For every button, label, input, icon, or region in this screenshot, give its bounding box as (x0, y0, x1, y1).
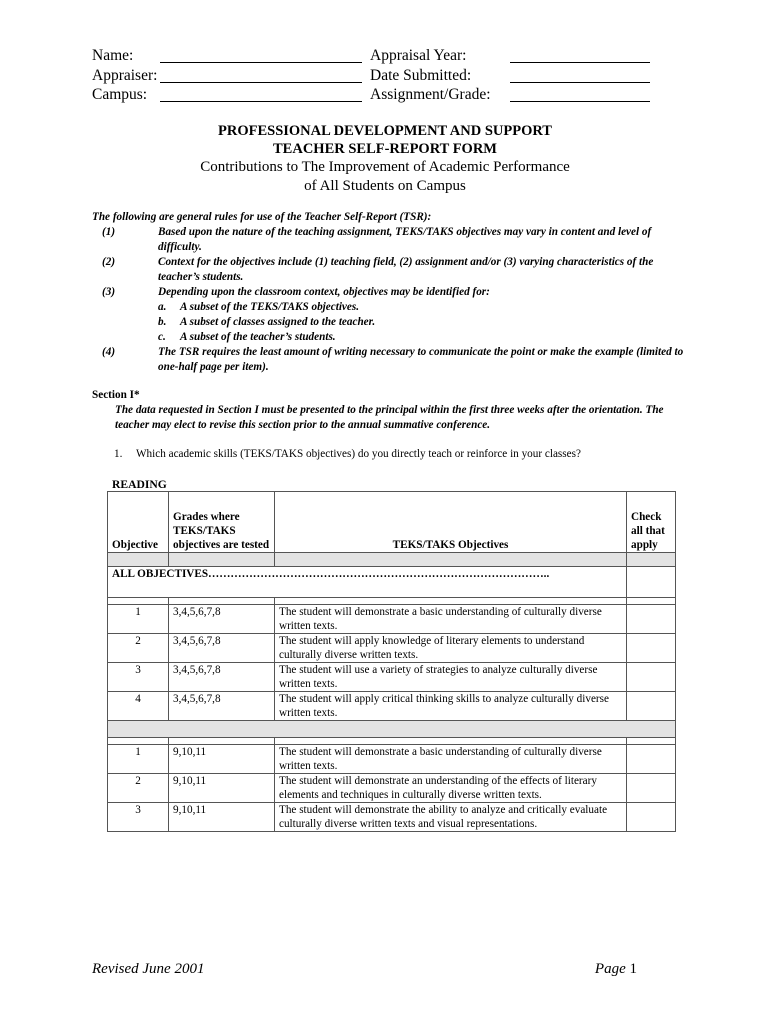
all-objectives-label: ALL OBJECTIVES……………………………………………………………………………….. (108, 567, 627, 598)
appraiser-label: Appraiser: (92, 66, 158, 84)
subject-heading: READING (112, 478, 167, 491)
page-footer (92, 961, 637, 978)
objective-number: 4 (108, 692, 169, 721)
rules-section (92, 210, 692, 375)
grades-tested: 3,4,5,6,7,8 (169, 663, 275, 692)
rule-3b (158, 315, 692, 330)
campus-label: Campus: (92, 86, 148, 103)
title-line-4: of All Students on Campus (304, 177, 466, 194)
rule-3-num: (3) (102, 286, 116, 298)
col-objective: Objective (108, 492, 169, 553)
check-cell[interactable] (627, 803, 676, 832)
rule-3a-letter: a. (158, 301, 167, 313)
rule-3a-text: A subset of the TEKS/TAKS objectives. (180, 301, 360, 313)
grades-tested: 9,10,11 (169, 774, 275, 803)
teks-table (107, 491, 676, 832)
shaded-divider (108, 721, 676, 738)
rule-1-num: (1) (102, 226, 116, 238)
grades-tested: 3,4,5,6,7,8 (169, 692, 275, 721)
rule-3a (158, 300, 692, 315)
rule-4-num: (4) (102, 346, 116, 358)
objective-number: 2 (108, 774, 169, 803)
header-fields (92, 46, 652, 105)
form-title (0, 122, 770, 195)
rule-3c-letter: c. (158, 331, 166, 343)
check-cell[interactable] (627, 663, 676, 692)
rule-1-text: Based upon the nature of the teaching assignment, TEKS/TAKS objectives may vary in content and level of difficulty. (158, 226, 652, 253)
check-cell[interactable] (627, 692, 676, 721)
objective-text: The student will demonstrate a basic understanding of culturally diverse written texts. (275, 745, 627, 774)
date-submitted-field[interactable] (510, 66, 650, 83)
campus-field[interactable] (160, 85, 362, 102)
objective-text: The student will demonstrate the ability to analyze and critically evaluate culturally diverse written texts and visual representations. (275, 803, 627, 832)
objective-number: 3 (108, 803, 169, 832)
table-row (108, 605, 676, 634)
section-label: Section I* (92, 389, 140, 401)
rule-4 (92, 345, 692, 375)
table-header-row (108, 492, 676, 553)
title-line-3: Contributions to The Improvement of Academic Performance (200, 159, 570, 175)
grades-tested: 9,10,11 (169, 745, 275, 774)
rule-2-text: Context for the objectives include (1) teaching field, (2) assignment and/or (3) varying characteristics of the teacher’s students. (158, 256, 654, 283)
col-grades: Grades where TEKS/TAKS objectives are tested (169, 492, 275, 553)
objective-text: The student will apply critical thinking skills to analyze culturally diverse written texts. (275, 692, 627, 721)
appraiser-field[interactable] (160, 66, 362, 83)
grades-tested: 3,4,5,6,7,8 (169, 605, 275, 634)
col-check: Check all that apply (627, 492, 676, 553)
table-row (108, 803, 676, 832)
page-number: Page 1 (594, 961, 637, 977)
table-row (108, 634, 676, 663)
rule-3c (158, 330, 692, 345)
objective-text: The student will apply knowledge of literary elements to understand culturally diverse written texts. (275, 634, 627, 663)
question-1 (114, 447, 581, 462)
rule-3b-letter: b. (158, 316, 167, 328)
title-line-1: PROFESSIONAL DEVELOPMENT AND SUPPORT (218, 123, 552, 139)
objective-text: The student will demonstrate an understanding of the effects of literary elements and techniques in culturally diverse written texts. (275, 774, 627, 803)
appraisal-year-field[interactable] (510, 46, 650, 63)
all-objectives-check[interactable] (627, 567, 676, 598)
objective-number: 3 (108, 663, 169, 692)
grades-tested: 9,10,11 (169, 803, 275, 832)
table-row (108, 774, 676, 803)
title-line-2: TEACHER SELF-REPORT FORM (273, 141, 497, 157)
name-label: Name: (92, 47, 134, 64)
all-objectives-row (108, 567, 676, 598)
objective-number: 1 (108, 605, 169, 634)
objective-number: 2 (108, 634, 169, 663)
rule-3 (92, 285, 692, 345)
check-cell[interactable] (627, 634, 676, 663)
objective-text: The student will use a variety of strategies to analyze culturally diverse written texts. (275, 663, 627, 692)
question-number: 1. (114, 448, 123, 460)
objective-number: 1 (108, 745, 169, 774)
table-row (108, 692, 676, 721)
table-row (108, 745, 676, 774)
rule-1 (92, 225, 692, 255)
rules-intro: The following are general rules for use of the Teacher Self-Report (TSR): (92, 211, 432, 223)
shaded-divider (108, 553, 676, 567)
question-text: Which academic skills (TEKS/TAKS objectives) do you directly teach or reinforce in your classes? (136, 448, 581, 460)
objective-text: The student will demonstrate a basic understanding of culturally diverse written texts. (275, 605, 627, 634)
assignment-grade-field[interactable] (510, 85, 650, 102)
rule-4-text: The TSR requires the least amount of writing necessary to communicate the point or make the example (limited to one-half page per item). (158, 346, 684, 373)
section-one (92, 388, 692, 433)
rule-3c-text: A subset of the teacher’s students. (180, 331, 336, 343)
assignment-grade-label: Assignment/Grade: (370, 86, 491, 103)
revised-date: Revised June 2001 (92, 961, 205, 977)
grades-tested: 3,4,5,6,7,8 (169, 634, 275, 663)
rule-2 (92, 255, 692, 285)
table-row (108, 663, 676, 692)
name-field[interactable] (160, 46, 362, 63)
rule-2-num: (2) (102, 256, 116, 268)
date-submitted-label: Date Submitted: (370, 66, 472, 84)
check-cell[interactable] (627, 774, 676, 803)
appraisal-year-label: Appraisal Year: (370, 47, 467, 64)
section-instructions: The data requested in Section I must be presented to the principal within the first three weeks after the orientation. The teacher may elect to revise this section prior to the annual summative conference. (115, 404, 664, 431)
check-cell[interactable] (627, 605, 676, 634)
rule-3b-text: A subset of classes assigned to the teacher. (180, 316, 376, 328)
check-cell[interactable] (627, 745, 676, 774)
rule-3-text: Depending upon the classroom context, objectives may be identified for: (158, 286, 490, 298)
col-teks-objectives: TEKS/TAKS Objectives (275, 492, 627, 553)
